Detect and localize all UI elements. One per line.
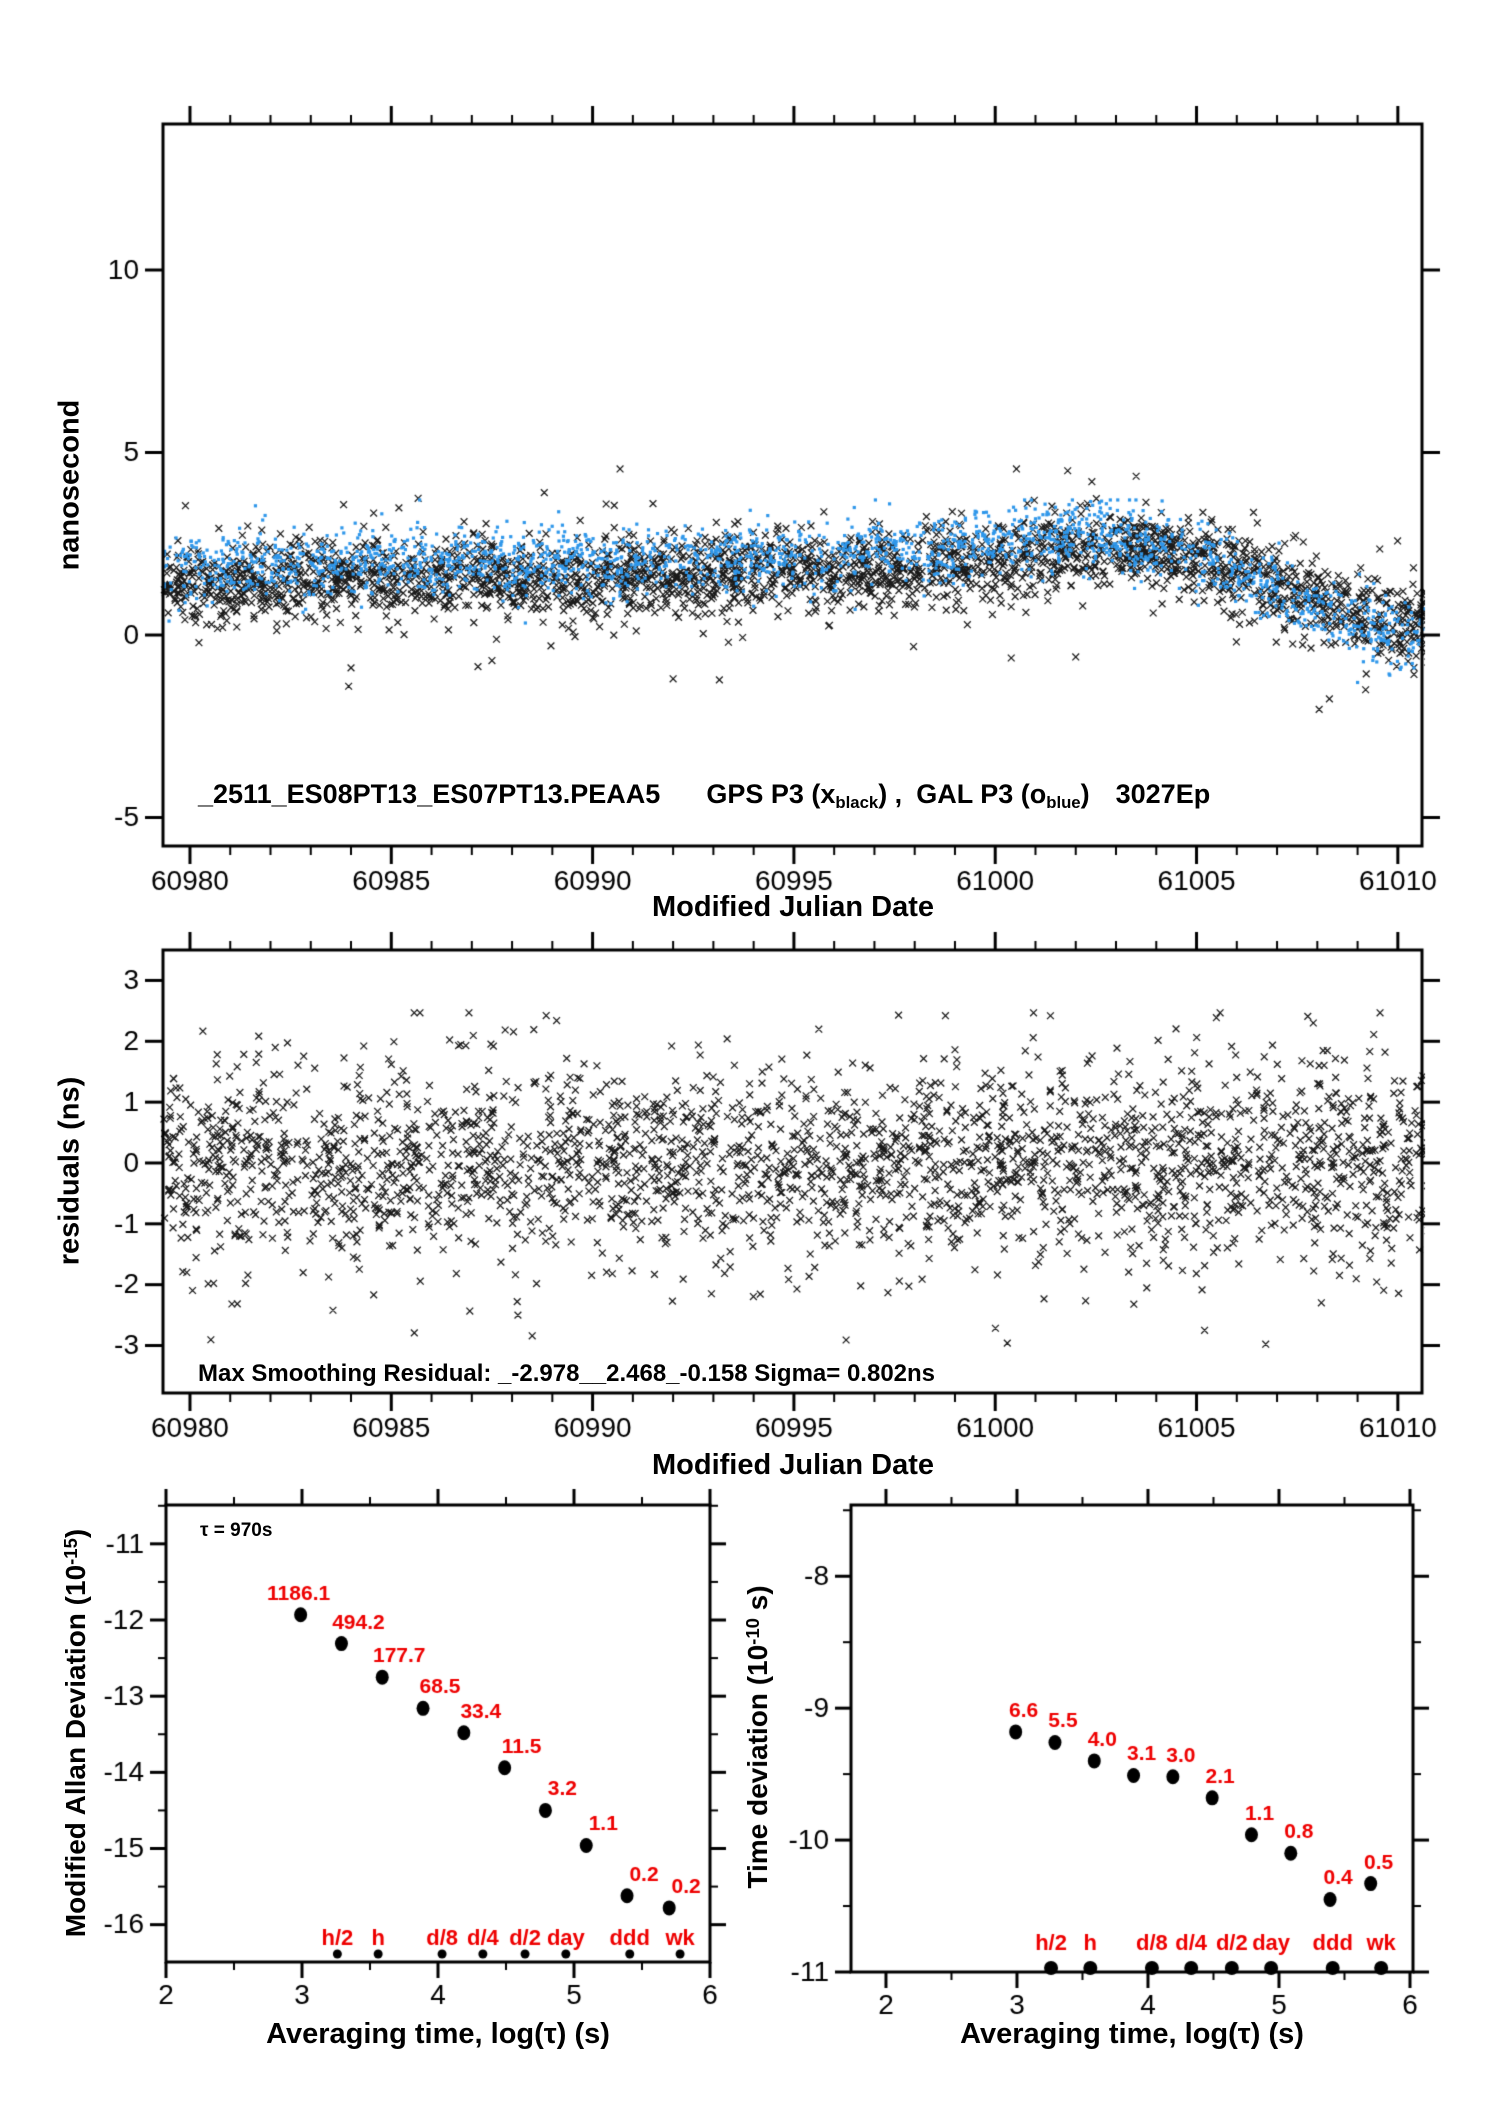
panel2-x-axis-title: Modified Julian Date [652,1449,934,1481]
panel2-y-axis-title: residuals (ns) [53,1076,86,1266]
tau-note: τ = 970s [200,1520,273,1541]
tdev-exponent: -10 [741,1618,763,1645]
tdev-y-axis-title: Time deviation ($10^{-10}$ s) [741,1585,773,1889]
tdev-x-axis-title: Averaging time, log(τ) (s) [960,2018,1304,2050]
gps-series-label: GPS P3 (xblack) , [706,779,903,813]
mdev-exponent: -15 [59,1538,81,1565]
gal-series-label: GAL P3 (oblue) [916,779,1090,813]
max-smoothing-residual-note: Max Smoothing Residual: _-2.978__2.468_-0.158 Sigma= 0.802ns [198,1360,936,1387]
panel1-x-axis-title: Modified Julian Date [652,891,934,923]
panel1-y-axis-title: nanosecond [53,399,86,571]
dataset-name: _2511_ES08PT13_ES07PT13.PEAA5 [198,779,661,809]
mdev-x-axis-title: Averaging time, log(τ) (s) [266,2018,610,2050]
mdev-y-axis-title: Modified Allan Deviation $(10^{-15})$ [59,1528,91,1938]
panel1-title [198,779,1211,813]
gps-marker-subscript: black [835,793,879,813]
gal-marker-subscript: blue [1046,793,1081,813]
epoch-count: 3027Ep [1115,779,1211,809]
